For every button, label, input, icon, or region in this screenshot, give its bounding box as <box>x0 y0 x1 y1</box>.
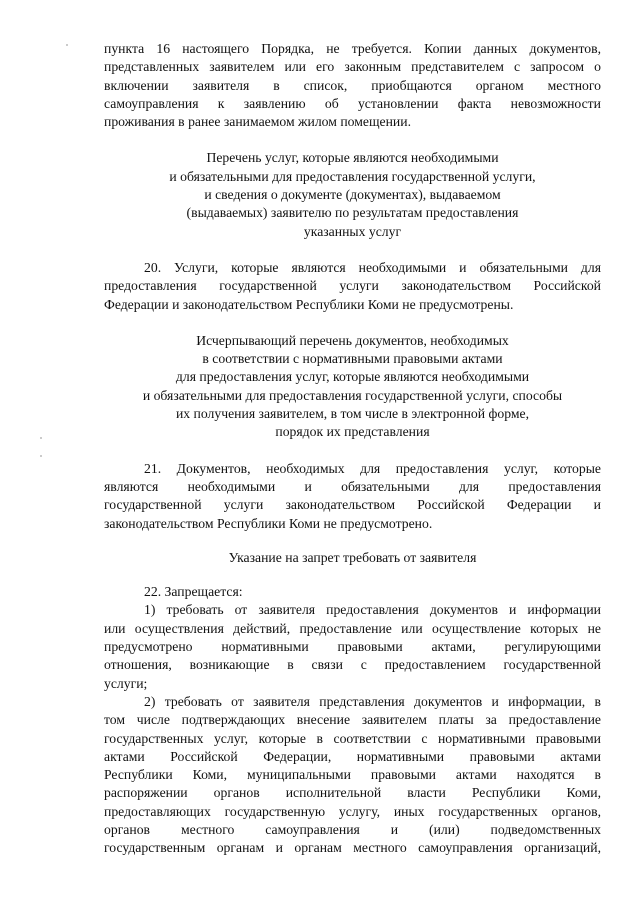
text-line: 21. Документов, необходимых для предоставления услуг, которые <box>144 460 601 476</box>
text-line: предоставления государственной услуги законодательством Российской <box>104 278 601 294</box>
section-heading-document-list <box>104 332 601 442</box>
text-line: органов местного самоуправления и (или) подведомственных <box>104 821 601 837</box>
text-line: включении заявителя в список, приобщаются органом местного <box>104 77 601 93</box>
heading-line: их получения заявителем, в том числе в электронной форме, <box>175 406 530 422</box>
paragraph-subitem-2 <box>104 693 601 858</box>
heading-line: Перечень услуг, которые являются необходимыми <box>206 150 499 166</box>
text-line: услуги; <box>104 675 148 691</box>
paragraph-item-22 <box>104 583 601 601</box>
text-line: предусмотрено нормативными правовыми актами, регулирующими <box>104 639 601 655</box>
text-line: являются необходимыми и обязательными для предоставления <box>104 478 601 494</box>
paragraph-item-20 <box>104 259 601 314</box>
scan-speck <box>66 44 68 46</box>
text-line: Федерации и законодательством Республики Коми не предусмотрены. <box>104 296 514 312</box>
heading-line: в соответствии с нормативными правовыми актами <box>202 351 503 367</box>
scan-speck <box>40 437 42 439</box>
text-line: отношения, возникающие в связи с предоставлением государственной <box>104 657 601 673</box>
heading-line: порядок их представления <box>275 424 430 440</box>
heading-line: и сведения о документе (документах), выдаваемом <box>204 187 501 203</box>
text-line: предоставляющих государственную услугу, иных государственных органов, <box>104 803 601 819</box>
heading-line: (выдаваемых) заявителю по результатам предоставления <box>186 205 519 221</box>
text-line: самоуправления к заявлению об установлении факта невозможности <box>104 95 601 111</box>
text-line: государственной услуги законодательством Российской Федерации и <box>104 497 601 513</box>
text-line: распоряжении органов исполнительной власти Республики Коми, <box>104 785 601 801</box>
text-line: пункта 16 настоящего Порядка, не требуется. Копии данных документов, <box>104 41 601 56</box>
text-line: актами Российской Федерации, нормативными правовыми актами <box>104 748 601 764</box>
text-line: 2) требовать от заявителя представления документов и информации, в <box>144 693 601 709</box>
heading-line: указанных услуг <box>303 223 402 239</box>
text-line: 20. Услуги, которые являются необходимыми и обязательными для <box>144 259 601 275</box>
paragraph-continuation <box>104 40 601 131</box>
section-heading-prohibitions <box>104 549 601 567</box>
text-line: или осуществления действий, предоставление или осуществление которых не <box>104 620 601 636</box>
text-line: том числе подтверждающих внесение заявителем платы за предоставление <box>104 712 601 728</box>
scan-speck <box>40 455 42 457</box>
text-line: законодательством Республики Коми не предусмотрено. <box>104 515 433 531</box>
text-line: 1) требовать от заявителя предоставления документов и информации <box>144 602 601 618</box>
paragraph-subitem-1 <box>104 601 601 692</box>
text-line: государственным органам и органам местного самоуправления организаций, <box>104 840 601 856</box>
text-line: 22. Запрещается: <box>144 584 243 600</box>
text-line: проживания в ранее занимаемом жилом помещении. <box>104 114 411 130</box>
heading-line: для предоставления услуг, которые являются необходимыми <box>175 369 530 385</box>
section-heading-required-services <box>104 149 601 240</box>
document-body <box>104 40 601 858</box>
paragraph-item-21 <box>104 460 601 533</box>
heading-line: и обязательными для предоставления государственной услуги, способы <box>142 387 563 403</box>
heading-line: и обязательными для предоставления государственной услуги, <box>169 168 536 184</box>
text-line: государственных услуг, которые в соответствии с нормативными правовыми <box>104 730 601 746</box>
heading-line: Указание на запрет требовать от заявителя <box>228 549 477 565</box>
text-line: Республики Коми, муниципальными правовыми актами находятся в <box>104 767 601 783</box>
heading-line: Исчерпывающий перечень документов, необходимых <box>196 332 509 348</box>
text-line: представленных заявителем или его законным представителем с запросом о <box>104 59 601 75</box>
